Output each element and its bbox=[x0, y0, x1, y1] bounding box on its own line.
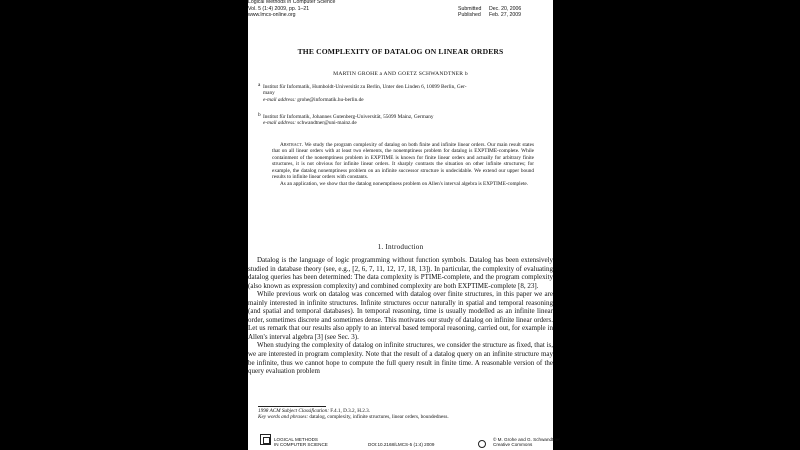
paper-title: THE COMPLEXITY OF DATALOG ON LINEAR ORDERS bbox=[297, 47, 504, 56]
footer-doi[interactable]: DOI:10.2168/LMCS-5 (1:4) 2009 bbox=[368, 442, 435, 447]
keywords: datalog, complexity, infinite structures, linear orders, boundedness. bbox=[309, 414, 449, 421]
affiliation-b-line1: Institut für Informatik, Johannes Gutenberg-Universität, 55099 Mainz, Germany bbox=[263, 114, 434, 120]
email-label-a: e-mail address: bbox=[263, 96, 296, 103]
footer-logo-line2: IN COMPUTER SCIENCE bbox=[274, 442, 328, 448]
email-b[interactable]: schwandtner@uni-mainz.de bbox=[297, 120, 357, 127]
affiliation-b bbox=[263, 114, 543, 127]
email-label-b: e-mail address: bbox=[263, 120, 296, 127]
footer-logo-line1: LOGICAL METHODS bbox=[274, 437, 318, 442]
affiliation-a-mark: a bbox=[258, 82, 261, 88]
paper-page bbox=[248, 0, 560, 450]
abstract-label: Abstract. bbox=[280, 142, 304, 148]
abstract-paragraph-1 bbox=[272, 142, 534, 181]
abstract-paragraph-2: As an application, we show that the datalog nonemptiness problem on Allen's interval algebra is EXPTIME-complete. bbox=[280, 180, 529, 187]
paper-authors: MARTIN GROHE a AND GOETZ SCHWANDTNER b bbox=[333, 71, 468, 77]
journal-volume: Vol. 5 (1:4) 2009, pp. 1–21 bbox=[248, 5, 310, 12]
email-a[interactable]: grohe@informatik.hu-berlin.de bbox=[297, 96, 364, 103]
submitted-date: Dec. 20, 2006 bbox=[489, 5, 522, 12]
journal-name: Logical Methods in Computer Science bbox=[248, 0, 336, 5]
body-paragraph-1: Datalog is the language of logic programming without function symbols. Datalog has been extensively studied in database theory (see, e.g., [2, 6, 7, 11, 12, 17, 18, 13]). In particular, the complexity of evaluating datalog queries has been determined: The data complexity is PTIME-complete, and the program complexity (also known as expression complexity) and combined complexity are both EXPTIME-complete [8, 23]. bbox=[248, 256, 553, 290]
acm-label: 1998 ACM Subject Classification: bbox=[258, 408, 329, 414]
affiliation-a bbox=[263, 84, 543, 103]
affiliation-a-line1: Institut für Informatik, Humboldt-Universität zu Berlin, Unter den Linden 6, 10099 Berlin, Ger- bbox=[263, 84, 467, 90]
lmcs-logo-icon bbox=[260, 434, 271, 445]
acm-codes: F.4.1, D.3.2, H.2.3. bbox=[330, 408, 371, 414]
affiliation-b-mark: b bbox=[258, 112, 261, 118]
creative-commons-icon bbox=[478, 440, 486, 448]
section-heading: 1. Introduction bbox=[377, 243, 424, 251]
journal-website[interactable]: www.lmcs-online.org bbox=[248, 12, 296, 18]
body-text bbox=[248, 256, 553, 376]
footnote-rule bbox=[258, 406, 326, 407]
abstract-text-1: We study the program complexity of datalog on both finite and infinite linear orders. Our main result states that on all linear orders with at least two elements, the nonemptiness problem for datalog is EXPTIME-complete. While containment of the nonemptiness problem in EXPTIME is known for finite linear orders and actually for arbitrary finite structures, it is not obvious for infinite linear orders. It sharply contrasts the situation on other infinite structures; for example, the datalog nonemptiness problem on an infinite successor structure is undecidable. We extend our upper bound results to infinite linear orders with constants. bbox=[272, 142, 534, 181]
submitted-label: Submitted bbox=[458, 5, 482, 12]
affiliation-a-email-row bbox=[263, 97, 543, 103]
footer-copyright-line: © M. Grohe and G. Schwandtner bbox=[493, 437, 560, 442]
affiliation-b-email-row bbox=[263, 120, 543, 126]
keywords-label: Key words and phrases: bbox=[258, 414, 309, 421]
affiliation-a-line2: many bbox=[263, 90, 275, 97]
footer-license: Creative Commons bbox=[493, 442, 533, 448]
published-label: Published bbox=[458, 12, 481, 18]
footer-logo-text bbox=[274, 437, 328, 448]
keywords-row bbox=[258, 414, 548, 420]
body-paragraph-3: When studying the complexity of datalog on infinite structures, we consider the structure as fixed, that is, we are interested in program complexity. Note that the result of a datalog query on an infinite structure may be infinite, thus we cannot hope to compute the full query result in finite time. A reasonable version of the query evaluation problem bbox=[248, 341, 553, 376]
abstract bbox=[272, 142, 534, 187]
footer-copyright bbox=[493, 437, 560, 448]
body-paragraph-2: While previous work on datalog was concerned with datalog over finite structures, in this paper we are mainly interested in infinite structures. Infinite structures occur naturally in spatial and temporal reasoning (and spatial and temporal databases). In temporal reasoning, time is usually modelled as an infinite linear order, sometimes discrete and sometimes dense. This motivates our study of datalog on infinite linear orders. Let us remark that our results also apply to an interval based temporal reasoning, carried out, for example in Allen's interval algebra [3] (see Sec. 3). bbox=[248, 290, 553, 341]
footnotes bbox=[258, 408, 548, 420]
published-date: Feb. 27, 2009 bbox=[489, 12, 522, 18]
